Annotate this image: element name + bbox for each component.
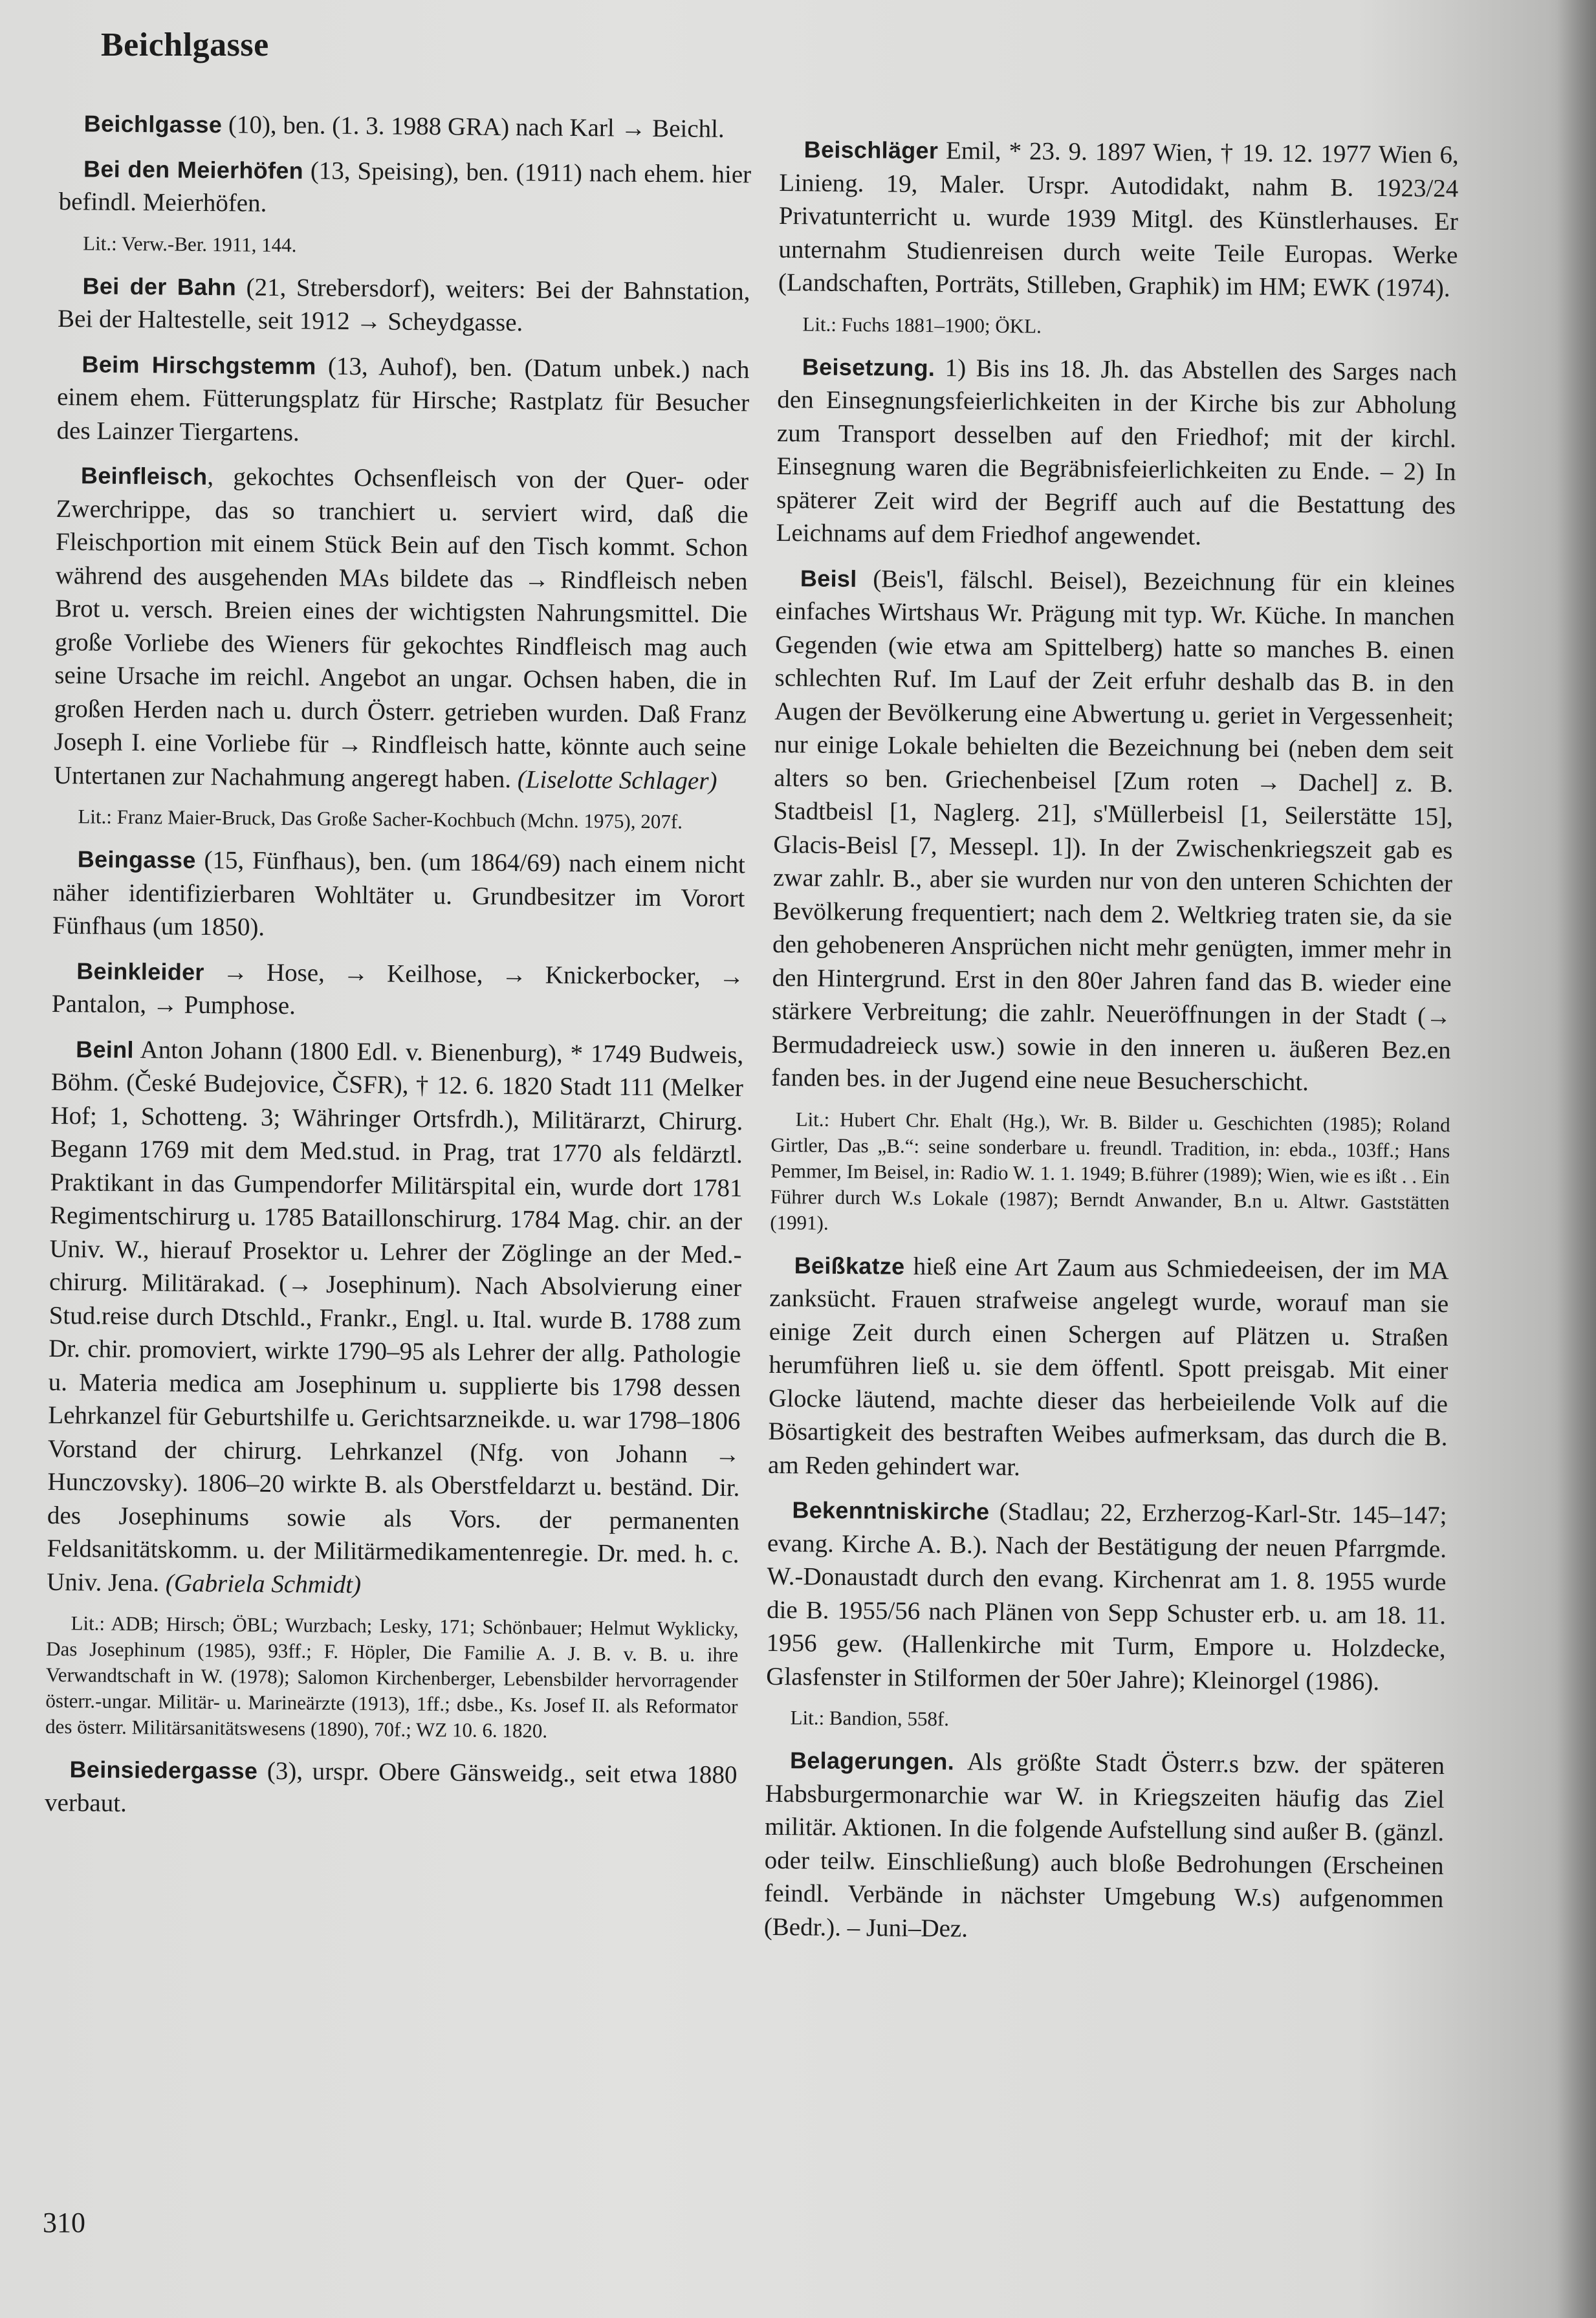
headword: Belagerungen. (789, 1747, 955, 1775)
entry (60, 107, 752, 146)
entry-text: (21, Strebersdorf), weiters: Bei der Bahnstation, Bei der Haltestelle, seit 1912 → Scheydgasse. (57, 272, 750, 337)
literature-text: Lit.: Bandion, 558f. (790, 1706, 950, 1731)
entry-author: (Liselotte Schlager) (517, 765, 717, 795)
literature-text: Lit.: Franz Maier-Bruck, Das Große Sacher-Kochbuch (Mchn. 1975), 207f. (78, 805, 683, 833)
entry-text: → Hose, → Keilhose, → Knickerbocker, → Pantalon, → Pumphose. (51, 957, 745, 1020)
entry-text: Als größte Stadt Österr.s bzw. der späteren Habsburgermonarchie war W. in Kriegszeiten häufig das Ziel militär. Aktionen. In die folgende Aufstellung sind außer B. (gänzl. oder teilw. Einschließung) auch bloße Bedrohungen (Erscheinen feindl. Verbände in nächster Umgebung W.s) aufgenommen (Bedr.). – Juni–Dez. (763, 1747, 1445, 1943)
entry-text: (Beis'l, fälschl. Beisel), Bezeichnung für ein kleines einfaches Wirtshaus Wr. Prägung mit typ. Wr. Küche. In manchen Gegenden (wie etwa am Spittelberg) hatte so manches B. einen schlechten Ruf. Im Lauf der Zeit erfuhr deshalb das B. in den Augen der Bevölkerung eine Abwertung u. geriet in Vergessenheit; nur einige Lokale behielten die Bezeichnung bei (neben dem seit alters so ben. Griechenbeisel [Zum roten → Dachel] z. B. Stadtbeisl [1, Naglerg. 21], s'Müllerbeisl [1, Seilerstätte 15], Glacis-Beisl [7, Messepl. 1]). In der Zwischenkriegszeit gab es zwar zahlr. B., aber sie wurden nur von den unteren Schichten der Bevölkerung frequentiert; nach dem 2. Weltkrieg traten sie, da sie den gehobeneren Ansprüchen nicht mehr genügten, immer mehr in den Hintergrund. Erst in den 80er Jahren fand das B. wieder eine stärkere Verbreitung; die zahlr. Neueröffnungen in der Stadt (→ Bermudadreieck usw.) sowie in den inneren u. äußeren Bez.en fanden bes. in der Jugend eine neue Besucherschicht. (771, 564, 1456, 1097)
entry (764, 1744, 1445, 1949)
literature-text: Lit.: Hubert Chr. Ehalt (Hg.), Wr. B. Bilder u. Geschichten (1985); Roland Girtler, Das „B.“: seine sonderbare u. freundl. Tradition, in: ebda., 103ff.; Hans Pemmer, Im Beisel, in: Radio W. 1. 1. 1949; B.führer (1989); Wien, wie es ißt . . Ein Führer durch W.s Lokale (1987); Berndt Anwander, B.n u. Altwr. Gaststätten (1991). (770, 1107, 1450, 1234)
entry (45, 1753, 738, 1825)
headword: Beinkleider (76, 957, 204, 985)
literature-reference (58, 230, 750, 261)
page-number: 310 (43, 2207, 85, 2238)
headword: Beinsiedergasse (69, 1756, 258, 1784)
headword: Beingasse (77, 846, 196, 873)
literature-reference (778, 311, 1457, 342)
literature-reference (770, 1106, 1450, 1241)
entry (54, 459, 749, 798)
entry (58, 151, 751, 224)
entry-text: Anton Johann (1800 Edl. v. Bienenburg), * 1749 Budweis, Böhm. (České Budejovice, ČSFR), † 12. 6. 1820 Stadt 111 (Melker Hof; 1, Schotteng. 3; Währinger Ortsfrdh.), Militärarzt, Chirurg. Begann 1769 mit dem Med.stud. in Prag, trat 1770 als feldärztl. Praktikant in das Gumpendorfer Militärspital ein, wurde dort 1781 Regimentschirurg u. 1785 Bataillonschirurg. 1784 Mag. chir. an der Univ. W., hierauf Prosektor u. Lehrer der Zöglinge an der Med.-chirurg. Militärakad. (→ Josephinum). Nach Absolvierung einer Stud.reise durch Dtschld., Frankr., Engl. u. Ital. wurde B. 1788 zum Dr. chir. promoviert, wirkte 1790–95 als Lehrer der allg. Pathologie u. Materia medica am Josephinum u. supplierte bis 1798 dessen Lehrkanzel für Geburtshilfe u. Gerichtsarzneikde. u. war 1798–1806 Vorstand der chirurg. Lehrkanzel (Nfg. von Johann → Hunczovsky). 1806–20 wirkte B. als Oberstfeldarzt u. beständ. Dir. des Josephinums sowie als Vors. der permanenten Feldsanitätskomm. u. der Militärmedikamentenregie. Dr. med. h. c. Univ. Jena. (46, 1035, 744, 1597)
headword: Beichlgasse (83, 110, 223, 138)
literature-text: Lit.: Fuchs 1881–1900; ÖKL. (802, 312, 1042, 338)
literature-reference (45, 1610, 739, 1745)
entry-text: (3), urspr. Obere Gänsweidg., seit etwa 1880 verbaut. (44, 1756, 738, 1817)
headword: Beischläger (803, 136, 939, 164)
headword: Beißkatze (794, 1251, 905, 1280)
right-column (763, 133, 1459, 1961)
entry (52, 842, 745, 948)
literature-text: Lit.: ADB; Hirsch; ÖBL; Wurzbach; Lesky, 171; Schönbauer; Helmut Wyklicky, Das Josephinum (1985), 93ff.; F. Höpler, Die Familie A. J. B. v. B. u. ihre Verwandtschaft in W. (1978); Salomon Kirchenberger, Lebensbilder hervorragender österr.-ungar. Militär- u. Marineärzte (1913), 1ff.; dsbe., Ks. Josef II. als Reformator des österr. Militärsanitätswesens (1890), 70f.; WZ 10. 6. 1820. (45, 1612, 739, 1742)
headword: Beinl (76, 1035, 134, 1063)
entry-text: 1) Bis ins 18. Jh. das Abstellen des Sarges nach den Einsegnungsfeierlichkeiten in der Kirche bis zur Abholung zum Transport desselben auf den Friedhof; mit der kirchl. Einsegnung waren die Begräbnisfeierlichkeiten zu Ende. – 2) In späterer Zeit wird der Begriff auch auf die Bestattung des Leichnams auf dem Friedhof angewendet. (776, 353, 1457, 551)
entry (771, 561, 1455, 1100)
entry (778, 133, 1459, 305)
entry (768, 1248, 1449, 1487)
entry (47, 1032, 744, 1604)
headword: Beinfleisch (80, 462, 208, 490)
entry-text: , gekochtes Ochsenfleisch von der Quer- oder Zwerchrippe, das so tranchiert u. serviert wird, daß die Fleischportion mit einem Stück Bein auf den Tisch kommt. Schon während des ausgehenden MAs bildete das → Rindfleisch neben Brot u. versch. Breien eines der wichtigsten Nahrungsmittel. Die große Vorliebe des Wieners für gekochtes Rindfleisch mag auch seine Ursache im reichl. Angebot an ungar. Ochsen haben, die in großen Herden nach u. durch Österr. getrieben wurden. Daß Franz Joseph I. eine Vorliebe für → Rindfleisch hatte, könnte auch seine Untertanen zur Nachahmung angeregt haben. (53, 463, 749, 793)
left-column (45, 107, 752, 1837)
entry-text: (13, Speising), ben. (1911) nach ehem. hier befindl. Meierhöfen. (58, 156, 752, 217)
entry (776, 349, 1457, 555)
entry-author: (Gabriela Schmidt) (165, 1569, 362, 1599)
entry (766, 1493, 1447, 1699)
headword: Beim Hirschgstemm (82, 350, 316, 379)
binding-shadow (1557, 0, 1596, 2318)
entry-text: (Stadlau; 22, Erzherzog-Karl-Str. 145–147; evang. Kirche A. B.). Nach der Bestätigung der neuen Pfarrgmde. W.-Donaustadt durch den evang. Kirchenrat am 1. 8. 1955 wurde die B. 1955/56 nach Plänen von Sepp Schuster erb. u. am 18. 11. 1956 gew. (Hallenkirche mit Turm, Empore u. Holzdecke, Glasfenster in Stilformen der 50er Jahre); Kleinorgel (1986). (765, 1497, 1447, 1696)
running-header: Beichlgasse (101, 27, 269, 63)
headword: Bei der Bahn (82, 272, 237, 300)
entry (56, 347, 749, 453)
entry-text: (13, Auhof), ben. (Datum unbek.) nach einem ehem. Fütterungsplatz für Hirsche; Rastplatz für Besucher des Lainzer Tiergartens. (56, 351, 750, 446)
literature-text: Lit.: Verw.-Ber. 1911, 144. (83, 231, 297, 256)
entry (58, 268, 750, 341)
headword: Beisl (800, 564, 857, 592)
entry-text: hieß eine Art Zaum aus Schmiedeeisen, der im MA zanksücht. Frauen strafweise angelegt wurde, worauf man sie einige Zeit durch einen Schergen auf Plätzen u. Straßen herumführen ließ u. sie dem öffentl. Spott preisgab. Mit einer Glocke läutend, machte dieser das herbeieilende Volk auf die Bösartigkeit des bestraften Weibes aufmerksam, das durch die B. am Reden gehindert war. (767, 1252, 1449, 1481)
entry (52, 954, 745, 1026)
entry-text: (10), ben. (1. 3. 1988 GRA) nach Karl → Beichl. (222, 111, 725, 143)
literature-reference (53, 804, 745, 835)
literature-reference (765, 1705, 1445, 1736)
entry-text: Emil, * 23. 9. 1897 Wien, † 19. 12. 1977 Wien 6, Linieng. 19, Maler. Urspr. Autodidakt, nahm B. 1923/24 Privatunterricht u. wurde 1939 Mitgl. des Künstlerhauses. Er unternahm Studienreisen durch weite Teile Europas. Werke (Landschaften, Porträts, Stilleben, Graphik) im HM; EWK (1974). (778, 137, 1459, 303)
headword: Beisetzung. (802, 353, 935, 381)
headword: Bekenntniskirche (792, 1496, 990, 1525)
headword: Bei den Meierhöfen (83, 155, 304, 184)
entry-text: (15, Fünfhaus), ben. (um 1864/69) nach einem nicht näher identifizierbaren Wohltäter u. Grundbesitzer im Vorort Fünfhaus (um 1850). (52, 846, 746, 941)
